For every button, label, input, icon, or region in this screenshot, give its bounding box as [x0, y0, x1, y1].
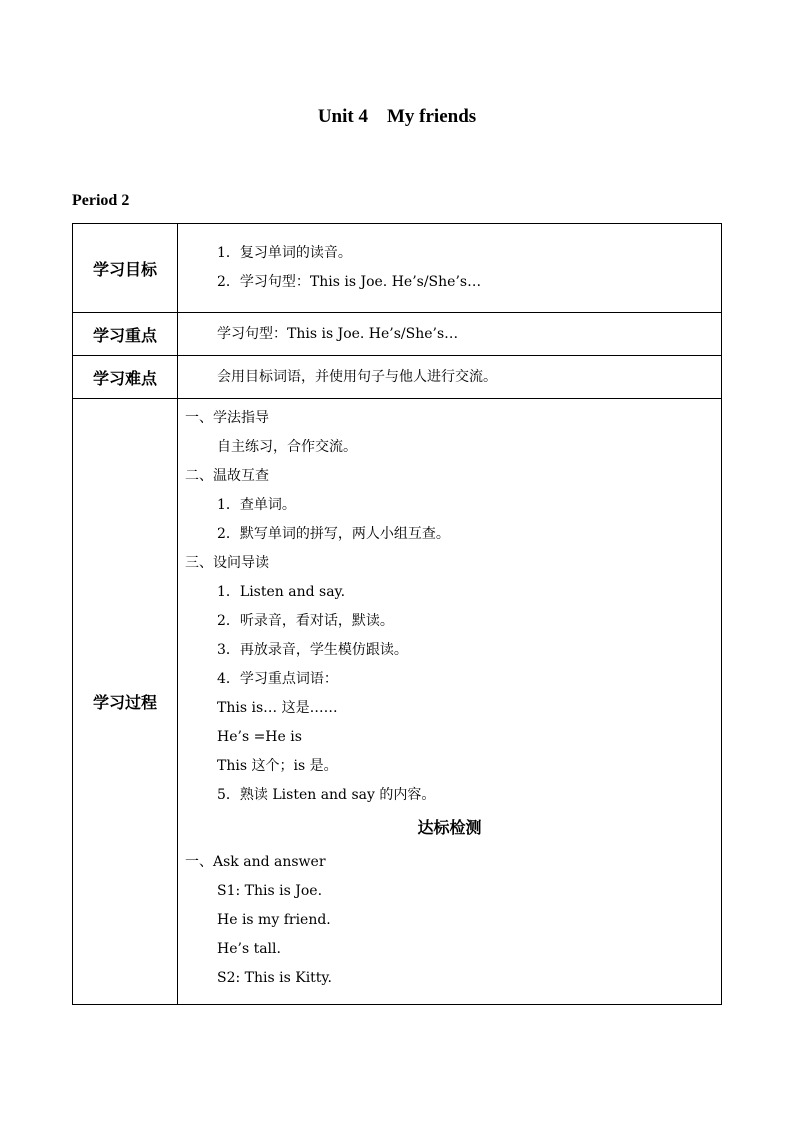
- document-title: Unit 4 My friends: [317, 106, 477, 127]
- key-points-text: 学习句型：This is Joe. He’s/She’s…: [217, 325, 459, 342]
- process-section-heading: 一、学法指导: [185, 410, 269, 426]
- process-line: He’s =He is: [217, 729, 302, 745]
- check-line: He is my friend.: [217, 912, 331, 928]
- process-line: 2．默写单词的拼写，两人小组互查。: [217, 526, 450, 542]
- process-content: [178, 399, 722, 1005]
- table-row-difficulties: [73, 356, 722, 399]
- process-line: 4．学习重点词语：: [217, 671, 338, 687]
- process-line: 3．再放录音，学生模仿跟读。: [217, 642, 408, 658]
- difficulties-label: 学习难点: [73, 356, 178, 399]
- check-section-heading: 一、Ask and answer: [185, 854, 326, 870]
- goal-item: 1．复习单词的读音。: [217, 245, 352, 261]
- table-row-goals: [73, 224, 722, 313]
- table-row-key-points: [73, 313, 722, 356]
- goals-content: [178, 224, 722, 313]
- period-heading: Period 2: [72, 192, 130, 209]
- key-points-content: [178, 313, 722, 356]
- process-line: 自主练习，合作交流。: [217, 439, 357, 455]
- process-line: 5．熟读 Listen and say 的内容。: [217, 787, 436, 803]
- key-points-label: 学习重点: [73, 313, 178, 356]
- process-line: This is… 这是……: [217, 700, 338, 716]
- goal-item: 2．学习句型：This is Joe. He’s/She’s…: [217, 274, 482, 290]
- check-section-title: 达标检测: [417, 818, 482, 837]
- process-section-heading: 三、设问导读: [185, 555, 269, 571]
- lesson-plan-table: [72, 223, 722, 1005]
- check-line: S2: This is Kitty.: [217, 970, 332, 986]
- table-row-process: [73, 399, 722, 1005]
- check-line: He’s tall.: [217, 941, 281, 957]
- check-line: S1: This is Joe.: [217, 883, 323, 899]
- process-label: 学习过程: [73, 399, 178, 1005]
- process-line: 1．Listen and say.: [217, 584, 346, 600]
- process-line: 2．听录音，看对话，默读。: [217, 613, 394, 629]
- difficulties-content: [178, 356, 722, 399]
- process-section-heading: 二、温故互查: [185, 468, 269, 484]
- process-line: This 这个；is 是。: [217, 758, 338, 774]
- goals-label: 学习目标: [73, 224, 178, 313]
- process-line: 1．查单词。: [217, 497, 296, 513]
- difficulties-text: 会用目标词语，并使用句子与他人进行交流。: [217, 368, 497, 385]
